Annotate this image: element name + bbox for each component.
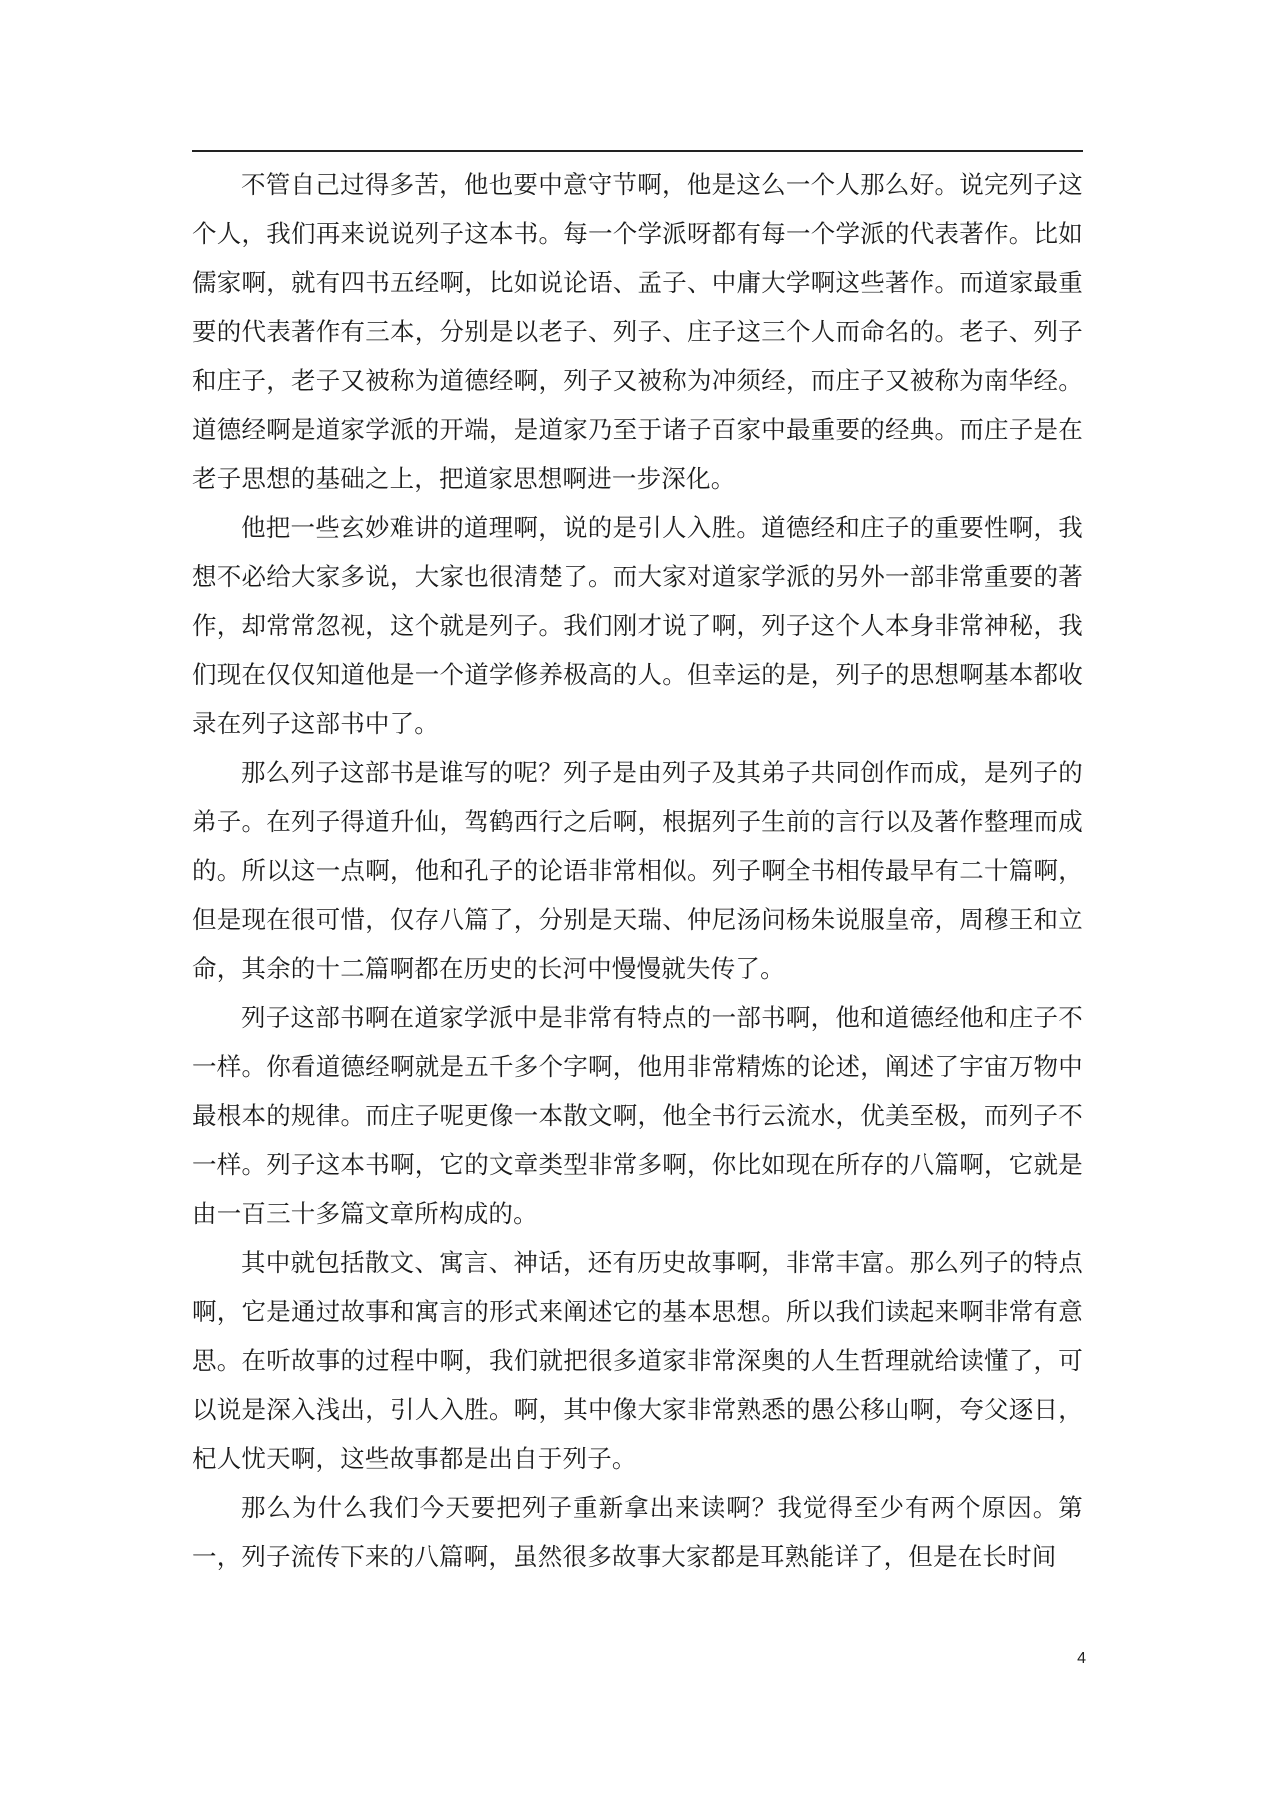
- paragraph-4: 列子这部书啊在道家学派中是非常有特点的一部书啊，他和道德经他和庄子不一样。你看道德经啊就是五千多个字啊，他用非常精炼的论述，阐述了宇宙万物中最根本的规律。而庄子呢更像一本散文啊，他全书行云流水，优美至极，而列子不一样。列子这本书啊，它的文章类型非常多啊，你比如现在所存的八篇啊，它就是由一百三十多篇文章所构成的。: [192, 1003, 1083, 1228]
- page-number: 4: [1077, 1650, 1086, 1667]
- header-rule: [192, 150, 1083, 152]
- paragraph-1: 不管自己过得多苦，他也要中意守节啊，他是这么一个人那么好。说完列子这个人，我们再来说说列子这本书。每一个学派呀都有每一个学派的代表著作。比如儒家啊，就有四书五经啊，比如说论语、孟子、中庸大学啊这些著作。而道家最重要的代表著作有三本，分别是以老子、列子、庄子这三个人而命名的。老子、列子和庄子，老子又被称为道德经啊，列子又被称为冲须经，而庄子又被称为南华经。道德经啊是道家学派的开端，是道家乃至于诸子百家中最重要的经典。而庄子是在老子思想的基础之上，把道家思想啊进一步深化。: [192, 170, 1083, 493]
- body-text: [192, 160, 1083, 1581]
- paragraph-6: 那么为什么我们今天要把列子重新拿出来读啊？我觉得至少有两个原因。第一，列子流传下来的八篇啊，虽然很多故事大家都是耳熟能详了，但是在长时间: [192, 1493, 1083, 1571]
- paragraph-5: 其中就包括散文、寓言、神话，还有历史故事啊，非常丰富。那么列子的特点啊，它是通过故事和寓言的形式来阐述它的基本思想。所以我们读起来啊非常有意思。在听故事的过程中啊，我们就把很多道家非常深奥的人生哲理就给读懂了，可以说是深入浅出，引人入胜。啊，其中像大家非常熟悉的愚公移山啊，夸父逐日，杞人忧天啊，这些故事都是出自于列子。: [192, 1248, 1083, 1473]
- paragraph-2: 他把一些玄妙难讲的道理啊，说的是引人入胜。道德经和庄子的重要性啊，我想不必给大家多说，大家也很清楚了。而大家对道家学派的另外一部非常重要的著作，却常常忽视，这个就是列子。我们刚才说了啊，列子这个人本身非常神秘，我们现在仅仅知道他是一个道学修养极高的人。但幸运的是，列子的思想啊基本都收录在列子这部书中了。: [192, 513, 1083, 738]
- paragraph-3: 那么列子这部书是谁写的呢？列子是由列子及其弟子共同创作而成，是列子的弟子。在列子得道升仙，驾鹤西行之后啊，根据列子生前的言行以及著作整理而成的。所以这一点啊，他和孔子的论语非常相似。列子啊全书相传最早有二十篇啊，但是现在很可惜，仅存八篇了，分别是天瑞、仲尼汤问杨朱说服皇帝，周穆王和立命，其余的十二篇啊都在历史的长河中慢慢就失传了。: [192, 758, 1083, 983]
